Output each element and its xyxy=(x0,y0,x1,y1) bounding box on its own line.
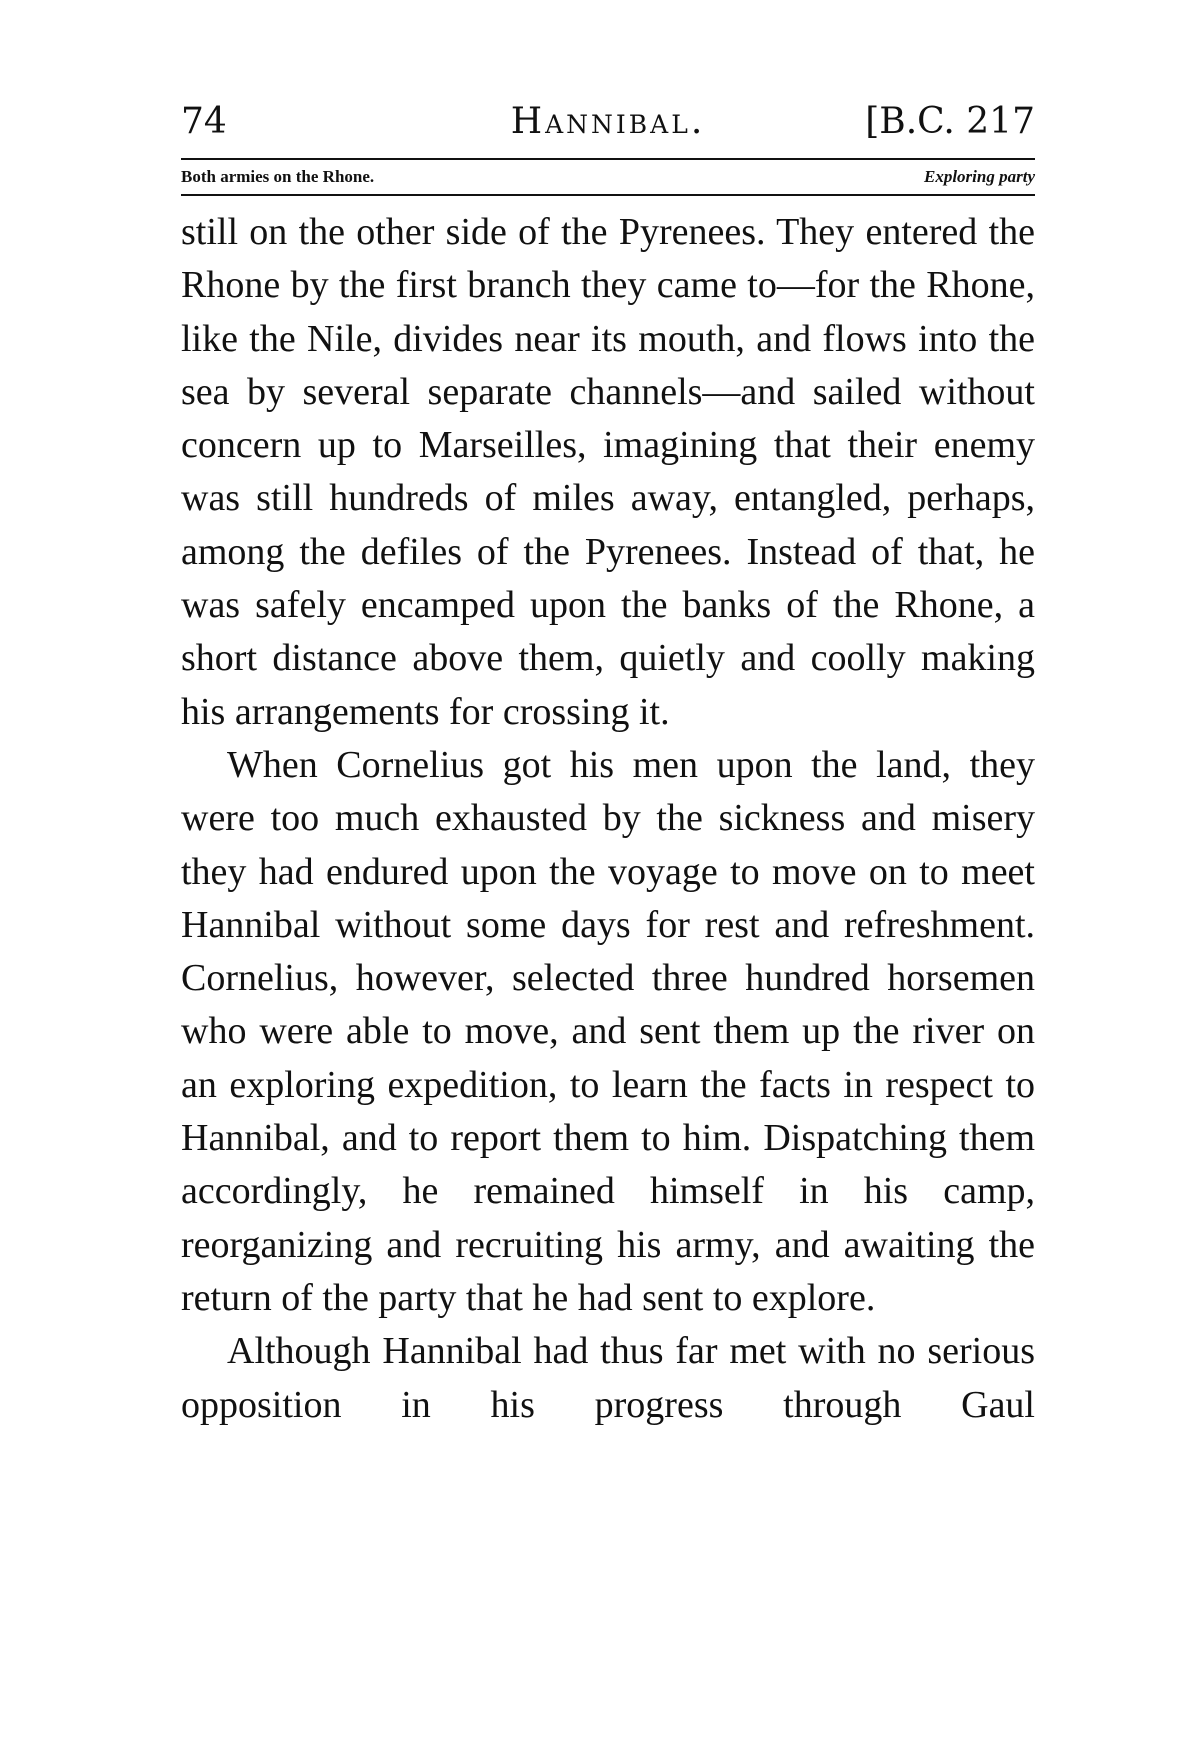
running-head xyxy=(181,92,1035,152)
page-number: 74 xyxy=(181,101,227,142)
subheader-rule xyxy=(181,194,1035,196)
side-note-left: Both armies on the Rhone. xyxy=(181,167,375,186)
side-note-right: Exploring party xyxy=(924,167,1035,186)
paragraph-continued: still on the other side of the Pyrenees. They entered the Rhone by the first branch they came to—for the Rhone, like the Nile, divides near its mouth, and flows into the sea by several separate channels—and sailed without concern up to Marseilles, imagining that their enemy was still hundreds of miles away, entangled, perhaps, among the defiles of the Pyrenees. Instead of that, he was safely encamped upon the banks of the Rhone, a short distance above them, quietly and coolly making his arrangements for crossing it. xyxy=(181,211,1035,733)
date-reference: [B.C. 217 xyxy=(865,101,1035,142)
book-page xyxy=(181,92,1035,1432)
side-notes xyxy=(181,160,1035,194)
paragraph-although: Although Hannibal had thus far met with no serious opposition in his progress through Gaul xyxy=(181,1330,1035,1426)
body-text xyxy=(181,206,1035,1432)
paragraph-cornelius: When Cornelius got his men upon the land, they were too much exhausted by the sickness and misery they had endured upon the voyage to move on to meet Hannibal without some days for rest and refreshment. Cornelius, however, selected three hundred horsemen who were able to move, and sent them up the river on an exploring expedition, to learn the facts in respect to Hannibal, and to report them to him. Dispatching them accordingly, he remained himself in his camp, reorganizing and recruiting his army, and awaiting the return of the party that he had sent to explore. xyxy=(181,743,1035,1319)
book-title: Hannibal. xyxy=(510,101,706,142)
